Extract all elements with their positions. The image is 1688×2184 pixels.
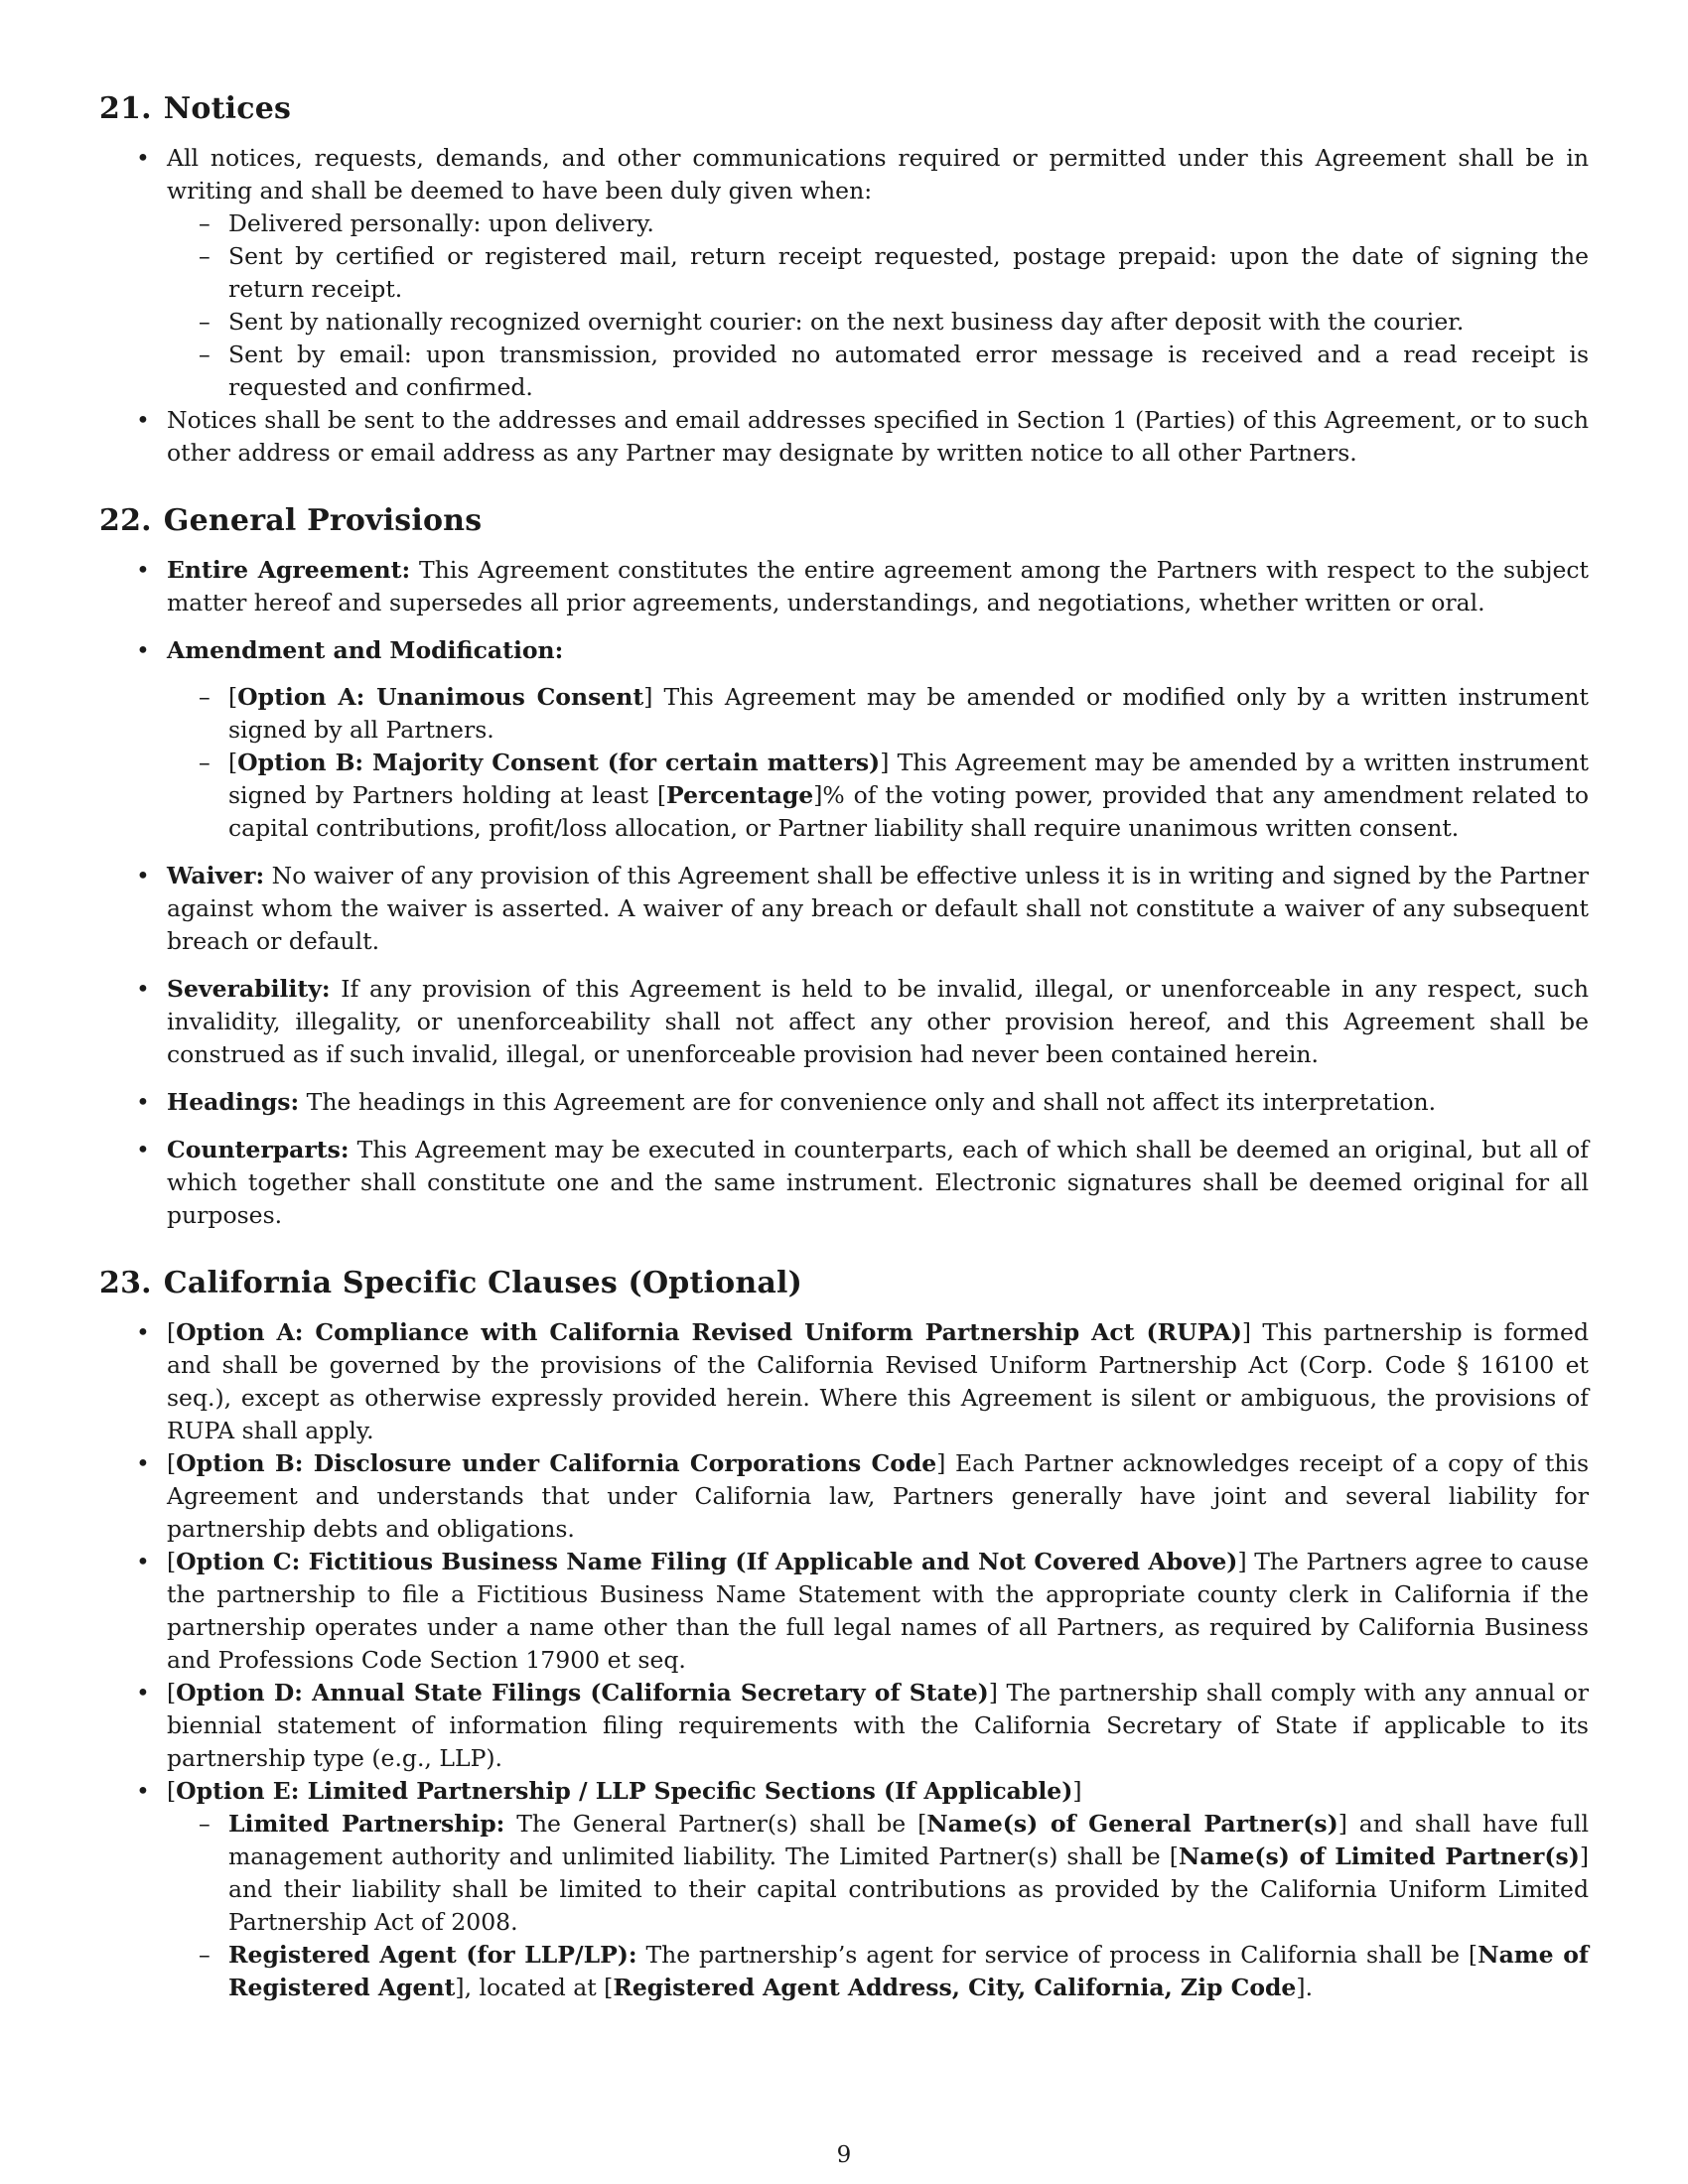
item-text: . xyxy=(1305,1974,1314,2001)
section-number: 23. xyxy=(99,1266,152,1300)
list-item: • Notices shall be sent to the addresses and email addresses specified in Section 1 (Parties) of this Agreement, or to such other address or email address as any Partner may designate by written notice to all other Partners. xyxy=(99,404,1589,470)
option-label: Option A: Unanimous Consent xyxy=(237,683,644,711)
section-california-clauses xyxy=(99,1266,1589,2004)
section-title: California Specific Clauses (Optional) xyxy=(163,1266,802,1300)
list-item: • [Option B: Disclosure under California Corporations Code] Each Partner acknowledges receipt of a copy of this Agreement and understands that under California law, Partners generally have joint and several liability for partnership debts and obligations. xyxy=(99,1447,1589,1546)
item-label: Registered Agent (for LLP/LP): xyxy=(228,1941,637,1969)
option-text: The Partners agree to cause the partnership to file a Fictitious Business Name Statement with the appropriate county clerk in California if the partnership operates under a name other than the full legal names of all Partners, as required by California Business and Professions Code Section 17900 et seq. xyxy=(167,1548,1590,1674)
option-text: Each Partner acknowledges receipt of a copy of this Agreement and understands that under California law, Partners generally have joint and several liability for partnership debts and obligations. xyxy=(167,1449,1589,1543)
sub-item: – [Option B: Majority Consent (for certain matters)] This Agreement may be amended by a written instrument signed by Partners holding at least [Percentage]% of the voting power, provided that any amendment related to capital contributions, profit/loss allocation, or Partner liability shall require unanimous written consent. xyxy=(167,747,1589,845)
sub-item: – Sent by certified or registered mail, return receipt requested, postage prepaid: upon the date of signing the return receipt. xyxy=(167,240,1589,306)
item-text: , located at xyxy=(464,1974,597,2001)
bullet-list xyxy=(99,142,1589,470)
list-item-waiver xyxy=(99,860,1589,958)
item-label: Counterparts: xyxy=(167,1136,350,1163)
sub-item: – Sent by email: upon transmission, provided no automated error message is received and a read receipt is requested and confirmed. xyxy=(167,339,1589,404)
list-item: • [Option C: Fictitious Business Name Filing (If Applicable and Not Covered Above)] The Partners agree to cause the partnership to file a Fictitious Business Name Statement with the appropriate county clerk in California if the partnership operates under a name other than the full legal names of all Partners, as required by California Business and Professions Code Section 17900 et seq. xyxy=(99,1546,1589,1677)
section-heading xyxy=(99,503,1589,538)
list-item: • [Option D: Annual State Filings (California Secretary of State)] The partnership shall comply with any annual or biennial statement of information filing requirements with the California Secretary of State if applicable to its partnership type (e.g., LLP). xyxy=(99,1677,1589,1775)
list-item-entire-agreement xyxy=(99,554,1589,619)
item-text: No waiver of any provision of this Agreement shall be effective unless it is in writing and signed by the Partner against whom the waiver is asserted. A waiver of any breach or default shall not constitute a waiver of any subsequent breach or default. xyxy=(167,862,1589,955)
option-text: % of the voting power, provided that any amendment related to capital contributions, profit/loss allocation, or Partner liability shall require unanimous written consent. xyxy=(228,781,1589,842)
sub-item: – Delivered personally: upon delivery. xyxy=(167,207,1589,240)
item-label: Entire Agreement: xyxy=(167,556,411,584)
section-title: General Provisions xyxy=(163,503,483,538)
option-text: This Agreement may be amended by a written instrument signed by Partners holding at least xyxy=(228,749,1590,809)
sub-item: – Sent by nationally recognized overnight courier: on the next business day after deposit with the courier. xyxy=(167,306,1589,339)
item-label: Waiver: xyxy=(167,862,265,889)
sub-list xyxy=(167,681,1589,845)
option-text: The partnership shall comply with any annual or biennial statement of information filing requirements with the California Secretary of State if applicable to its partnership type (e.g., LLP). xyxy=(167,1679,1590,1772)
placeholder-field: Name of Registered Agent xyxy=(228,1941,1589,2001)
item-text: The partnership’s agent for service of process in California shall be xyxy=(645,1941,1461,1969)
placeholder-field: Percentage xyxy=(666,781,814,809)
section-general-provisions xyxy=(99,503,1589,1232)
section-number: 21. xyxy=(99,91,152,126)
section-title: Notices xyxy=(163,91,292,126)
section-heading xyxy=(99,91,1589,126)
sub-list xyxy=(167,1808,1589,2004)
item-text: The headings in this Agreement are for convenience only and shall not affect its interpretation. xyxy=(306,1088,1437,1116)
list-item: • [Option A: Compliance with California Revised Uniform Partnership Act (RUPA)] This partnership is formed and shall be governed by the provisions of the California Revised Uniform Partnership Act (Corp. Code § 16100 et seq.), except as otherwise expressly provided herein. Where this Agreement is silent or ambiguous, the provisions of RUPA shall apply. xyxy=(99,1316,1589,1447)
item-text: This Agreement may be executed in counterparts, each of which shall be deemed an original, but all of which together shall constitute one and the same instrument. Electronic signatures shall be deemed original for all purposes. xyxy=(167,1136,1589,1229)
sub-item-limited-partnership: – Limited Partnership: The General Partner(s) shall be [Name(s) of General Partner(s)] and shall have full management authority and unlimited liability. The Limited Partner(s) shall be [Name(s) of Limited Partner(s)] and their liability shall be limited to their capital contributions as provided by the California Uniform Limited Partnership Act of 2008. xyxy=(167,1808,1589,1939)
bullet-list xyxy=(99,1316,1589,2004)
sub-item-registered-agent: – Registered Agent (for LLP/LP): The partnership’s agent for service of process in California shall be [Name of Registered Agent], located at [Registered Agent Address, City, California, Zip Code]. xyxy=(167,1939,1589,2004)
bullet-list xyxy=(99,554,1589,1232)
item-label: Amendment and Modification: xyxy=(167,636,564,664)
page-number: 9 xyxy=(836,2142,852,2168)
document-page xyxy=(99,91,1589,2038)
option-text: This partnership is formed and shall be governed by the provisions of the California Revised Uniform Partnership Act (Corp. Code § 16100 et seq.), except as otherwise expressly provided herein. Where this Agreement is silent or ambiguous, the provisions of RUPA shall apply. xyxy=(167,1318,1589,1444)
list-item xyxy=(99,142,1589,404)
option-label: Option C: Fictitious Business Name Filing (If Applicable and Not Covered Above) xyxy=(176,1548,1238,1575)
list-item-counterparts xyxy=(99,1134,1589,1232)
option-label: Option E: Limited Partnership / LLP Specific Sections (If Applicable) xyxy=(176,1777,1073,1805)
list-item-amendment xyxy=(99,634,1589,845)
option-label: Option D: Annual State Filings (California Secretary of State) xyxy=(176,1679,989,1706)
item-text: All notices, requests, demands, and other communications required or permitted under this Agreement shall be in writing and shall be deemed to have been duly given when: xyxy=(167,144,1589,205)
item-label: Severability: xyxy=(167,975,331,1003)
option-text: This Agreement may be amended or modified only by a written instrument signed by all Partners. xyxy=(228,683,1589,744)
sub-list xyxy=(167,207,1589,404)
option-label: Option A: Compliance with California Revised Uniform Partnership Act (RUPA) xyxy=(176,1318,1242,1346)
item-text: If any provision of this Agreement is held to be invalid, illegal, or unenforceable in any respect, such invalidity, illegality, or unenforceability shall not affect any other provision hereof, and this Agreement shall be construed as if such invalid, illegal, or unenforceable provision had never been contained herein. xyxy=(167,975,1589,1068)
section-heading xyxy=(99,1266,1589,1300)
sub-item: – [Option A: Unanimous Consent] This Agreement may be amended or modified only by a written instrument signed by all Partners. xyxy=(167,681,1589,747)
list-item-headings xyxy=(99,1086,1589,1119)
list-item-severability xyxy=(99,973,1589,1071)
section-number: 22. xyxy=(99,503,152,538)
option-label: Option B: Majority Consent (for certain matters) xyxy=(237,749,881,776)
placeholder-field: Name(s) of General Partner(s) xyxy=(926,1810,1338,1838)
item-text: The General Partner(s) shall be xyxy=(516,1810,907,1838)
section-notices xyxy=(99,91,1589,470)
placeholder-field: Name(s) of Limited Partner(s) xyxy=(1178,1843,1580,1870)
placeholder-field: Registered Agent Address, City, California, Zip Code xyxy=(613,1974,1297,2001)
item-text: This Agreement constitutes the entire agreement among the Partners with respect to the subject matter hereof and supersedes all prior agreements, understandings, and negotiations, whether written or oral. xyxy=(167,556,1589,616)
item-text: and shall have full management authority and unlimited liability. The Limited Partner(s) shall be xyxy=(228,1810,1590,1870)
list-item: • [Option E: Limited Partnership / LLP Specific Sections (If Applicable)] – Limited Partnership: The General Partner(s) shall be [Name(s) of General Partner(s)] and shall have full management authority and unlimited liability. The Limited Partner(s) shall be [Name(s) of Limited Partner(s)] and their liability shall be limited to their capital contributions as provided by the California Uniform Limited Partnership Act of 2008. – Registered Agent (for LLP/LP): The partnership’s agent for service of process in California shall be [Name of Registered Agent], located at [Registered Agent Address, City, California, Zip Code]. xyxy=(99,1775,1589,2004)
item-label: Limited Partnership: xyxy=(228,1810,505,1838)
option-label: Option B: Disclosure under California Corporations Code xyxy=(176,1449,937,1477)
item-label: Headings: xyxy=(167,1088,300,1116)
item-text: and their liability shall be limited to their capital contributions as provided by the California Uniform Limited Partnership Act of 2008. xyxy=(228,1875,1589,1936)
